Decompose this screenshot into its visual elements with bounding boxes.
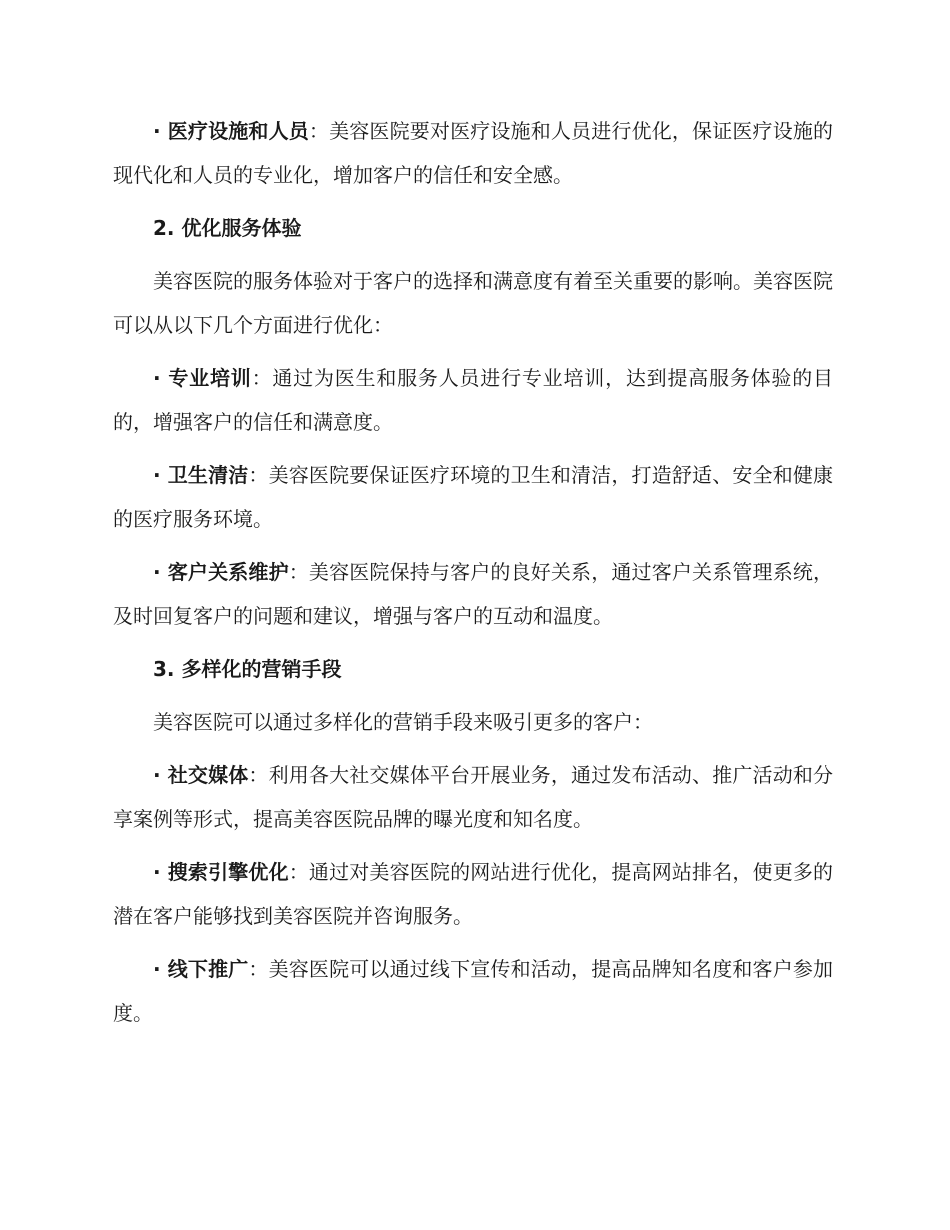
intro-paragraph-3: 美容医院可以通过多样化的营销手段来吸引更多的客户： (153, 710, 653, 734)
bullet-term: · 卫生清洁 (153, 463, 249, 487)
bullet-text: 通过对美容医院的网站进行优化，提高网站排名，使更多的潜在客户能够找到美容医院并咨询服务。 (113, 860, 834, 928)
bullet-social-media: · 社交媒体：利用各大社交媒体平台开展业务，通过发布活动、推广活动和分享案例等形式，提高美容医院品牌的曝光度和知名度。 (113, 763, 834, 831)
bullet-customer-relations: · 客户关系维护：美容医院保持与客户的良好关系，通过客户关系管理系统，及时回复客户的问题和建议，增强与客户的互动和温度。 (113, 560, 834, 628)
bullet-term: · 线下推广 (153, 957, 249, 981)
bullet-text: 美容医院保持与客户的良好关系，通过客户关系管理系统，及时回复客户的问题和建议，增强与客户的互动和温度。 (113, 560, 834, 628)
bullet-text: 美容医院可以通过线下宣传和活动，提高品牌知名度和客户参加度。 (113, 957, 834, 1025)
bullet-text: 通过为医生和服务人员进行专业培训，达到提高服务体验的目的，增强客户的信任和满意度。 (113, 366, 834, 434)
bullet-text: 美容医院要保证医疗环境的卫生和清洁，打造舒适、安全和健康的医疗服务环境。 (113, 463, 834, 531)
section-heading-2: 2. 优化服务体验 (153, 216, 302, 240)
bullet-text: 美容医院要对医疗设施和人员进行优化，保证医疗设施的现代化和人员的专业化，增加客户的信任和安全感。 (113, 119, 834, 187)
bullet-term: · 医疗设施和人员 (153, 119, 309, 143)
bullet-term: · 专业培训 (153, 366, 252, 390)
intro-paragraph-2: 美容医院的服务体验对于客户的选择和满意度有着至关重要的影响。美容医院可以从以下几个方面进行优化： (113, 269, 833, 337)
bullet-term: · 客户关系维护 (153, 560, 289, 584)
bullet-hygiene: · 卫生清洁：美容医院要保证医疗环境的卫生和清洁，打造舒适、安全和健康的医疗服务环境。 (113, 463, 834, 531)
bullet-text: 利用各大社交媒体平台开展业务，通过发布活动、推广活动和分享案例等形式，提高美容医院品牌的曝光度和知名度。 (113, 763, 834, 831)
section-heading-3: 3. 多样化的营销手段 (153, 657, 342, 681)
bullet-professional-training: · 专业培训：通过为医生和服务人员进行专业培训，达到提高服务体验的目的，增强客户的信任和满意度。 (113, 366, 834, 434)
bullet-seo: · 搜索引擎优化：通过对美容医院的网站进行优化，提高网站排名，使更多的潜在客户能够找到美容医院并咨询服务。 (113, 860, 834, 928)
document-body (113, 109, 833, 1044)
bullet-offline-promotion: · 线下推广：美容医院可以通过线下宣传和活动，提高品牌知名度和客户参加度。 (113, 957, 834, 1025)
bullet-medical-facilities: · 医疗设施和人员：美容医院要对医疗设施和人员进行优化，保证医疗设施的现代化和人员的专业化，增加客户的信任和安全感。 (113, 119, 834, 187)
bullet-term: · 搜索引擎优化 (153, 860, 289, 884)
bullet-term: · 社交媒体 (153, 763, 249, 787)
